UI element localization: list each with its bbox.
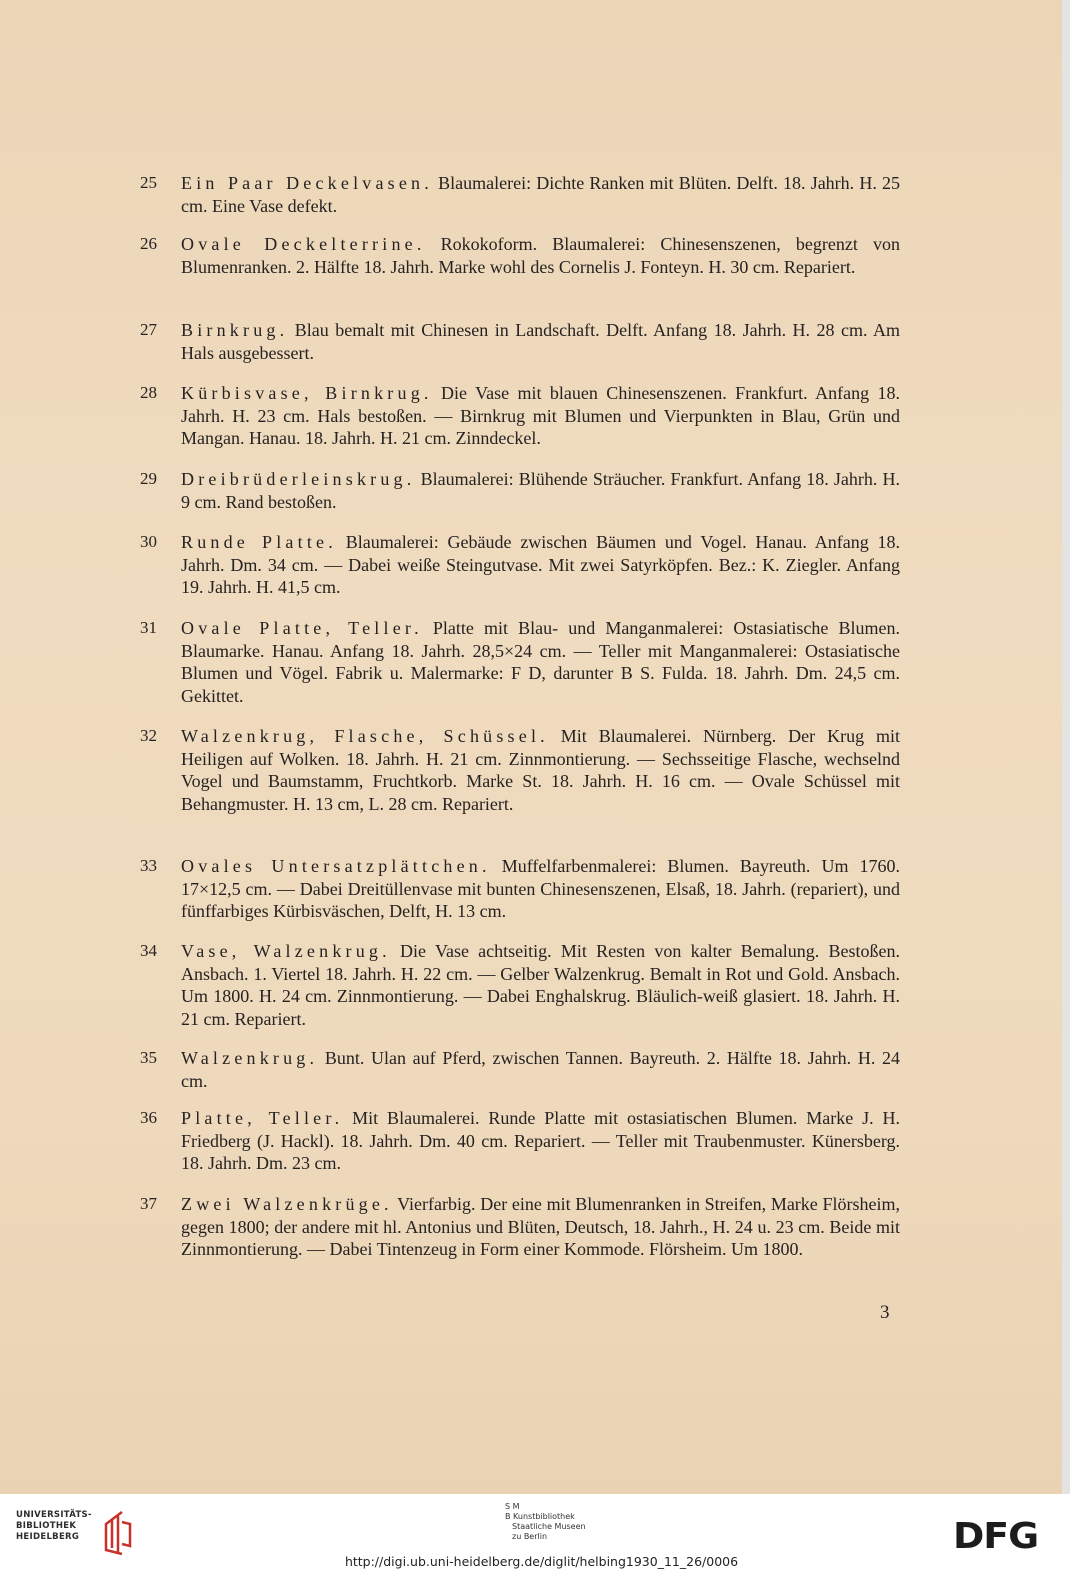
dfg-logo[interactable]: DFG [952, 1516, 1039, 1557]
entry-number: 27 [140, 320, 157, 339]
entry-text: Muffelfarbenmalerei: Blumen. Bayreuth. Um 1760. 17×12,5 cm. — Dabei Dreitüllenvase mit bunten Chinesenszenen, Elsaß, 18. Jahrh. (repariert), und fünffarbiges Kürbisväschen, Delft, H. 13 cm. [181, 856, 900, 922]
entry-text: Blaumalerei: Dichte Ranken mit Blüten. Delft. 18. Jahrh. H. 25 cm. Eine Vase defekt. [181, 173, 901, 216]
catalog-entry [140, 1107, 900, 1175]
smb-line: zu Berlin [512, 1532, 548, 1541]
catalog-entry [140, 617, 900, 707]
entry-title: Zwei Walzenkrüge. [181, 1194, 393, 1214]
entry-title: Birnkrug. [181, 320, 289, 340]
entry-text: Die Vase mit blauen Chinesenszenen. Frankfurt. Anfang 18. Jahrh. H. 23 cm. Hals bestoßen. — Birnkrug mit Blumen und Vierpunkten in Blau, Grün und Mangan. Hanau. 18. Jahrh. H. 21 cm. Zinndeckel. [181, 383, 900, 449]
page-number: 3 [880, 1302, 890, 1323]
entry-title: Ovales Untersatzplättchen. [181, 856, 491, 876]
library-name-line: BIBLIOTHEK [16, 1521, 77, 1531]
entry-text: Rokokoform. Blaumalerei: Chinesenszenen, begrenzt von Blumenranken. 2. Hälfte 18. Jahrh. Marke wohl des Cornelis J. Fonteyn. H. 30 cm. Repariert. [181, 234, 900, 277]
entry-title: Walzenkrug, Flasche, Schüssel. [181, 726, 549, 746]
entry-text: Vierfarbig. Der eine mit Blumenranken in Streifen, Marke Flörsheim, gegen 1800; der andere mit hl. Antonius und Blüten, Deutsch, 18. Jahrh., H. 24 u. 23 cm. Beide mit Zinnmontierung. — Dabei Tintenzeug in Form einer Kommode. Flörsheim. Um 1800. [181, 1194, 900, 1260]
library-emblem-icon [100, 1510, 134, 1556]
smb-line: Staatliche Museen [512, 1522, 586, 1531]
entry-number: 37 [140, 1194, 157, 1213]
entry-text: Bunt. Ulan auf Pferd, zwischen Tannen. Bayreuth. 2. Hälfte 18. Jahrh. H. 24 cm. [181, 1048, 900, 1091]
entry-number: 34 [140, 941, 157, 960]
entry-text: Blaumalerei: Gebäude zwischen Bäumen und Vogel. Hanau. Anfang 18. Jahrh. Dm. 34 cm. — Dabei weiße Steingutvase. Mit zwei Satyrköpfen. Bez.: K. Ziegler. Anfang 19. Jahrh. H. 41,5 cm. [181, 532, 901, 598]
entry-text: Blaumalerei: Blühende Sträucher. Frankfurt. Anfang 18. Jahrh. H. 9 cm. Rand bestoßen. [181, 469, 901, 512]
smb-line: B Kunstbibliothek [505, 1512, 575, 1521]
smb-line: S M [505, 1502, 520, 1511]
entry-title: Dreibrüderleinskrug. [181, 469, 416, 489]
entry-text: Mit Blaumalerei. Nürnberg. Der Krug mit Heiligen auf Wolken. 18. Jahrh. H. 21 cm. Zinnmontierung. — Sechsseitige Flasche, wechselnd Vogel und Baumstamm, Fruchtkorb. Marke St. 18. Jahrh. H. 16 cm. — Ovale Schüssel mit Behangmuster. H. 13 cm, L. 28 cm. Repariert. [181, 726, 900, 814]
permalink-url[interactable]: http://digi.ub.uni-heidelberg.de/diglit/helbing1930_11_26/0006 [344, 1554, 739, 1569]
entry-number: 26 [140, 234, 157, 253]
entry-text: Mit Blaumalerei. Runde Platte mit ostasiatischen Blumen. Marke J. H. Friedberg (J. Hackl). 18. Jahrh. Dm. 40 cm. Repariert. — Teller mit Traubenmuster. Künersberg. 18. Jahrh. Dm. 23 cm. [181, 1108, 901, 1174]
entry-title: Ovale Platte, Teller. [181, 618, 423, 638]
viewer-footer [0, 1494, 1083, 1578]
entry-text: Blau bemalt mit Chinesen in Landschaft. Delft. Anfang 18. Jahrh. H. 28 cm. Am Hals ausgebessert. [181, 320, 901, 363]
entry-number: 32 [140, 726, 157, 745]
smb-kunstbibliothek-logo[interactable] [505, 1502, 586, 1542]
entry-number: 33 [140, 856, 157, 875]
catalog-entry [140, 468, 900, 513]
library-name-line: HEIDELBERG [16, 1532, 80, 1542]
entry-title: Walzenkrug. [181, 1048, 319, 1068]
entry-number: 30 [140, 532, 157, 551]
entry-text: Die Vase achtseitig. Mit Resten von kalter Bemalung. Bestoßen. Ansbach. 1. Viertel 18. Jahrh. H. 22 cm. — Gelber Walzenkrug. Bemalt in Rot und Gold. Ansbach. Um 1800. H. 24 cm. Zinnmontierung. — Dabei Enghalskrug. Bläulich-weiß glasiert. 18. Jahrh. H. 21 cm. Repariert. [181, 941, 900, 1029]
entry-title: Platte, Teller. [181, 1108, 344, 1128]
catalog-entry [140, 319, 900, 364]
catalog-entry [140, 382, 900, 450]
catalog-entry [140, 855, 900, 923]
entry-title: Kürbisvase, Birnkrug. [181, 383, 433, 403]
university-library-logo[interactable] [14, 1510, 134, 1560]
entry-title: Vase, Walzenkrug. [181, 941, 391, 961]
entry-number: 36 [140, 1108, 157, 1127]
entry-number: 28 [140, 383, 157, 402]
entry-title: Runde Platte. [181, 532, 337, 552]
catalog-entry [140, 940, 900, 1030]
entry-text: Platte mit Blau- und Manganmalerei: Ostasiatische Blumen. Blaumarke. Hanau. Anfang 18. Jahrh. 28,5×24 cm. — Teller mit Manganmalerei: Ostasiatische Blumen und Vögel. Fabrik u. Malermarke: F D, darunter B S. Fulda. 18. Jahrh. Dm. 24,5 cm. Gekittet. [181, 618, 901, 706]
entry-number: 35 [140, 1048, 157, 1067]
catalog-entry [140, 531, 900, 599]
entry-number: 29 [140, 469, 157, 488]
catalog-entry [140, 1193, 900, 1261]
catalog-entry [140, 233, 900, 278]
entry-title: Ein Paar Deckelvasen. [181, 173, 433, 193]
library-name-line: UNIVERSITÄTS- [16, 1510, 92, 1520]
catalog-entry [140, 172, 900, 217]
entry-title: Ovale Deckelterrine. [181, 234, 426, 254]
catalog-entry [140, 725, 900, 815]
catalog-entry [140, 1047, 900, 1092]
entry-number: 31 [140, 618, 157, 637]
entry-number: 25 [140, 173, 157, 192]
